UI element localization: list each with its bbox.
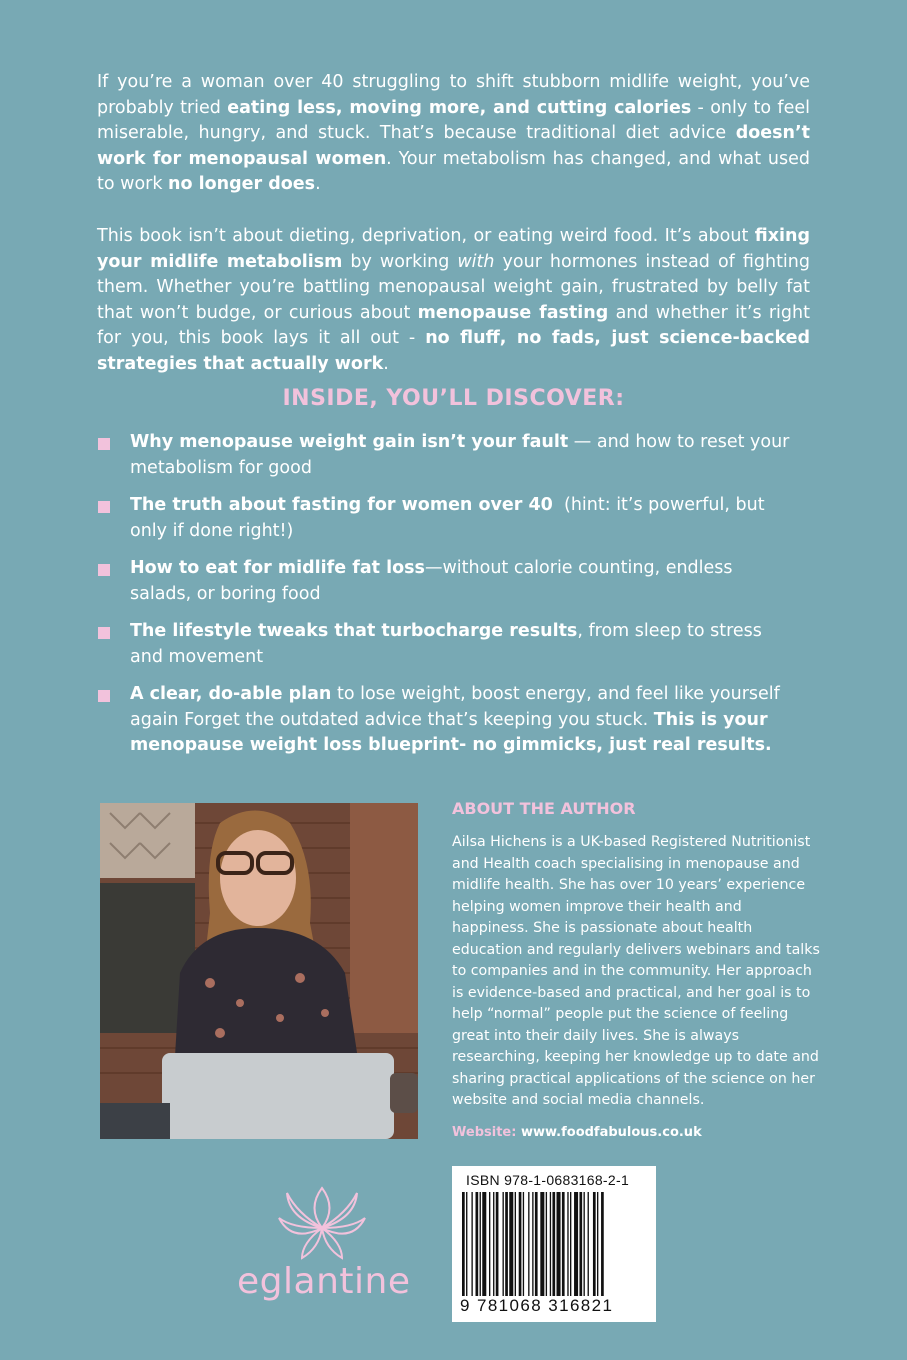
- barcode-bar: [550, 1192, 551, 1296]
- discover-item: [98, 556, 798, 607]
- publisher-name: eglantine: [237, 1261, 411, 1302]
- author-website: [452, 1125, 702, 1140]
- barcode-bar: [493, 1192, 494, 1296]
- text-run: .: [315, 174, 321, 195]
- barcode-bar: [496, 1192, 499, 1296]
- barcode-bar: [480, 1192, 481, 1296]
- barcode-bar: [532, 1192, 533, 1296]
- barcode-bars: [462, 1192, 646, 1296]
- intro-paragraph-1: [97, 70, 810, 198]
- author-bio: Ailsa Hichens is a UK-based Registered Nutritionist and Health coach specialising in menopause and midlife health. She has over 10 years’ experience helping women improve their health and happiness. She is passionate about health education and regularly delivers webinars and talks to companies and in the community. Her approach is evidence-based and practical, and her goal is to help “normal” people put the science of feeling great into their daily lives. She is always researching, keeping her knowledge up to date and sharing practical applications of the science on her website and social media channels.: [452, 834, 820, 1108]
- barcode-bar: [557, 1192, 561, 1296]
- discover-item-text: —without calorie counting, endless salads, or boring food: [130, 558, 733, 604]
- barcode-bar: [562, 1192, 565, 1296]
- discover-item-bold: How to eat for midlife fat loss: [130, 558, 425, 578]
- bullet-square-icon: [98, 501, 110, 513]
- barcode-bar: [489, 1192, 490, 1296]
- barcode-bar: [567, 1192, 568, 1296]
- bold-phrase: no longer does: [168, 174, 316, 195]
- discover-item-text: to lose weight, boost energy, and feel like yourself again Forget the outdated advice that’s keeping you stuck.: [130, 684, 780, 730]
- text-run: If you’re a woman over 40 struggling to shift stubborn midlife weight, you’ve probably tried: [97, 72, 810, 118]
- discover-item-bold: Why menopause weight gain isn’t your fault: [130, 432, 569, 452]
- barcode-bar: [584, 1192, 585, 1296]
- discover-item-bold: A clear, do-able plan: [130, 684, 332, 704]
- barcode-bar: [546, 1192, 547, 1296]
- bullet-square-icon: [98, 564, 110, 576]
- bullet-square-icon: [98, 438, 110, 450]
- barcode-bar: [570, 1192, 571, 1296]
- barcode-bar: [505, 1192, 508, 1296]
- barcode-bar: [476, 1192, 479, 1296]
- website-label: Website:: [452, 1125, 517, 1140]
- barcode-bar: [528, 1192, 529, 1296]
- text-run: - only to feel miserable, hungry, and stuck. That’s because traditional diet advice: [97, 97, 810, 144]
- barcode-bar: [601, 1192, 604, 1296]
- bold-phrase: no fluff, no fads, just science-backed strategies that actually work: [97, 328, 811, 374]
- barcode-bar: [540, 1192, 544, 1296]
- intro-paragraph-2: [97, 224, 810, 378]
- discover-item-bold: The truth about fasting for women over 40: [130, 495, 553, 515]
- barcode-bar: [462, 1192, 465, 1296]
- isbn-barcode: [452, 1166, 656, 1322]
- bold-phrase: menopause fasting: [417, 302, 609, 323]
- about-author-heading: ABOUT THE AUTHOR: [452, 799, 636, 818]
- discover-item: [98, 430, 798, 481]
- discover-item: [98, 493, 798, 544]
- discover-item-text: — and how to reset your metabolism for good: [130, 432, 790, 478]
- barcode-bar: [515, 1192, 516, 1296]
- text-run: .: [383, 353, 389, 374]
- barcode-bar: [552, 1192, 555, 1296]
- barcode-bar: [579, 1192, 582, 1296]
- isbn-digits: 9 781068 316821: [460, 1296, 652, 1316]
- text-run: by working: [342, 251, 458, 272]
- barcode-bar: [509, 1192, 513, 1296]
- barcode-bar: [593, 1192, 596, 1296]
- discover-item: [98, 682, 798, 759]
- text-run: . Your metabolism has changed, and what used to work: [97, 148, 811, 195]
- barcode-bar: [471, 1192, 472, 1296]
- publisher-logo: [237, 1183, 411, 1313]
- isbn-label: ISBN 978-1-0683168-2-1: [466, 1172, 630, 1188]
- bold-phrase: fixing your midlife metabolism: [97, 226, 810, 272]
- bold-phrase: eating less, moving more, and cutting calories: [227, 97, 692, 118]
- discover-item-bold-closing: This is your menopause weight loss blueprint- no gimmicks, just real results.: [130, 709, 772, 756]
- discover-item: [98, 619, 798, 670]
- discover-heading: INSIDE, YOU’LL DISCOVER:: [282, 386, 625, 411]
- italic-phrase: with: [457, 251, 495, 272]
- barcode-bar: [523, 1192, 524, 1296]
- text-run: and whether it’s right for you, this book lays it all out -: [97, 302, 810, 349]
- barcode-bar: [597, 1192, 598, 1296]
- author-photo: [100, 803, 418, 1139]
- lotus-flower-icon: [237, 1183, 407, 1263]
- discover-item-bold: The lifestyle tweaks that turbocharge results: [130, 621, 578, 641]
- text-run: your hormones instead of fighting them. Whether you’re battling menopausal weight gain, frustrated by belly fat that won’t budge, or curious about: [97, 251, 810, 323]
- text-run: This book isn’t about dieting, deprivation, or eating weird food. It’s about: [97, 226, 755, 246]
- barcode-bar: [519, 1192, 522, 1296]
- barcode-bar: [503, 1192, 504, 1296]
- barcode-bar: [535, 1192, 538, 1296]
- barcode-bar: [574, 1192, 578, 1296]
- bullet-square-icon: [98, 627, 110, 639]
- bold-phrase: doesn’t work for menopausal women: [97, 123, 810, 169]
- barcode-bar: [588, 1192, 589, 1296]
- discover-item-text: (hint: it’s powerful, but only if done right!): [130, 495, 771, 541]
- bullet-square-icon: [98, 690, 110, 702]
- website-url[interactable]: www.foodfabulous.co.uk: [520, 1125, 702, 1140]
- barcode-bar: [482, 1192, 486, 1296]
- barcode-bar: [466, 1192, 467, 1296]
- discover-item-text: , from sleep to stress and movement: [130, 621, 762, 667]
